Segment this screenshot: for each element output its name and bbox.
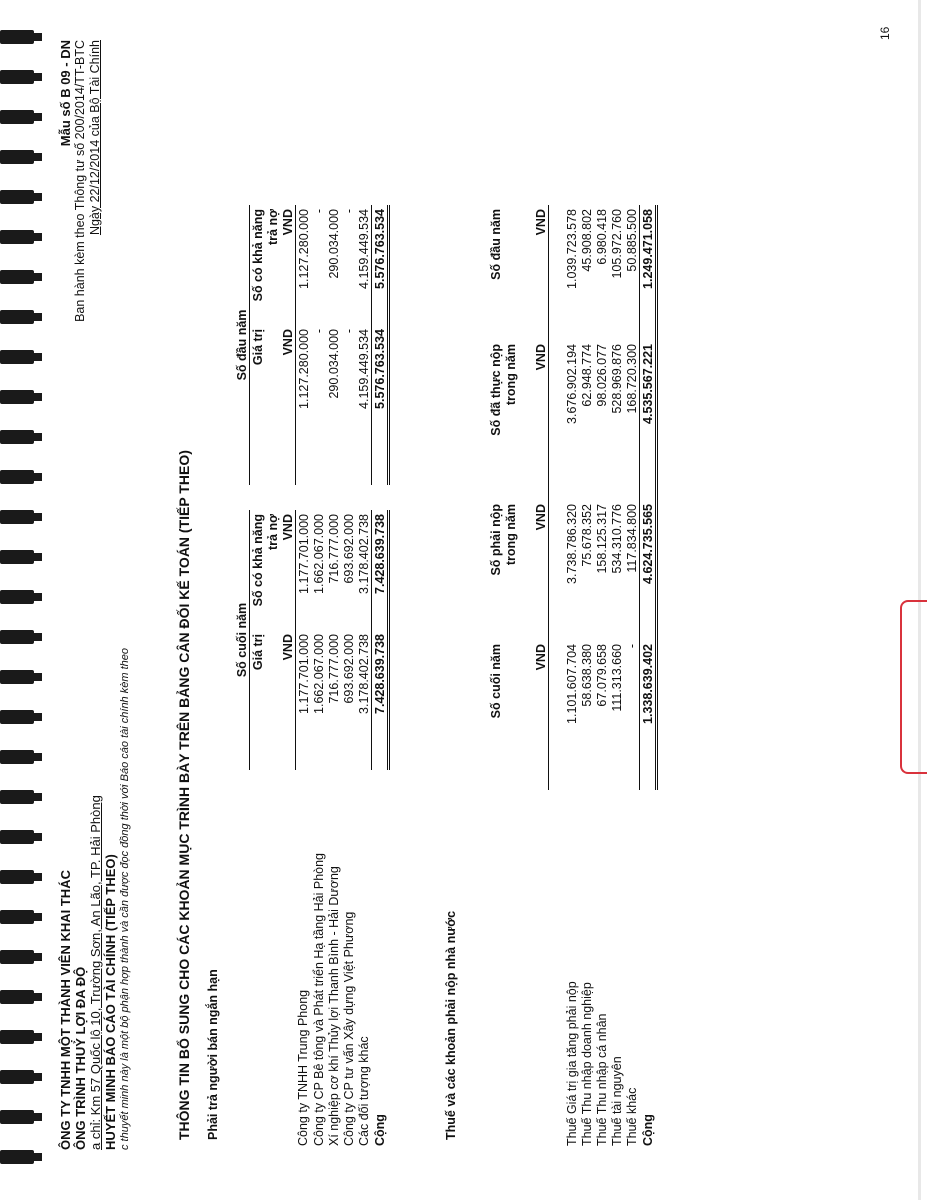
taxes-table	[488, 205, 658, 1150]
table-row	[311, 205, 326, 1150]
payables-table	[234, 205, 390, 1150]
cell-value: 1.127.280.000	[296, 329, 311, 409]
payables-section-title: Phải trả người bán ngắn hạn	[206, 969, 220, 1140]
table-row	[341, 205, 356, 1150]
col-begin-year: Số đầu năm	[488, 209, 503, 280]
total-label: Cộng	[641, 1114, 655, 1146]
row-name: Công ty CP Bê tông và Phát triển Hạ tầng Hải Phòng	[311, 852, 326, 1146]
cell-value: 693.692.000	[341, 514, 356, 584]
cell-value: 1.662.067.000	[311, 514, 326, 594]
main-title: THÔNG TIN BỔ SUNG CHO CÁC KHOẢN MỤC TRÌNH BÀY TRÊN BẢNG CÂN ĐỐI KẾ TOÁN (TIẾP THEO)	[176, 450, 192, 1140]
header-left	[58, 648, 133, 1150]
row-name: Thuế Thu nhập cá nhân	[594, 1013, 609, 1146]
form-code: Mẫu số B 09 - DN	[58, 40, 73, 147]
cell-value: 111.313.660	[609, 644, 624, 712]
unit: VND	[280, 510, 296, 630]
col-end-year: Số cuối năm	[488, 644, 503, 719]
total-value: 5.576.763.534	[372, 205, 389, 325]
cell-value: 67.079.658	[594, 644, 609, 707]
cell-value: 1.039.723.578	[564, 209, 579, 289]
table-row	[564, 205, 579, 1150]
unit: VND	[533, 640, 549, 790]
rotated-page	[58, 26, 908, 1150]
total-row	[372, 205, 389, 1150]
cell-value: 290.034.000	[326, 209, 341, 279]
report-title: HUYẾT MINH BÁO CÁO TÀI CHÍNH (TIẾP THEO)	[103, 854, 118, 1150]
total-value: 4.535.567.221	[640, 340, 657, 500]
col-ability: Số có khả năng	[250, 209, 265, 302]
cell-value: 693.692.000	[341, 634, 356, 704]
group-begin-year: Số đầu năm	[234, 205, 250, 485]
row-name: Thuế khác	[624, 1087, 639, 1146]
col-value: Giá trị	[250, 634, 265, 671]
total-row	[640, 205, 657, 1150]
total-value: 7.428.639.738	[372, 630, 389, 770]
row-name: Các đối tượng khác	[356, 1036, 371, 1146]
header-right	[58, 40, 103, 322]
table-row	[579, 205, 594, 1150]
total-value: 1.249.471.058	[640, 205, 657, 340]
cell-value: 58.638.380	[579, 644, 594, 707]
col-paid: Số đã thực nộp	[488, 344, 503, 436]
cell-value: 1.177.701.000	[296, 634, 311, 714]
unit: VND	[533, 205, 549, 340]
cell-value: 117.834.800	[624, 504, 639, 573]
table-row	[356, 205, 372, 1150]
cell-value: 1.177.701.000	[296, 514, 311, 594]
unit: VND	[533, 340, 549, 500]
cell-value: 98.026.077	[594, 344, 609, 407]
cell-value: 1.662.067.000	[311, 634, 326, 714]
spiral-binding	[0, 0, 44, 1200]
cell-value: 158.125.317	[594, 504, 609, 574]
cell-value: 105.972.760	[609, 209, 624, 279]
company-name-line2: ÔNG TRÌNH THUỶ LỢI ĐA ĐỘ	[73, 966, 88, 1150]
cell-value: 3.178.402.738	[356, 634, 371, 714]
circular-line: Ban hành kèm theo Thông tư số 200/2014/TT-BTC	[73, 40, 87, 322]
table-row	[594, 205, 609, 1150]
cell-value: 1.127.280.000	[296, 209, 311, 289]
unit: VND	[280, 325, 296, 485]
cell-value: 4.159.449.534	[356, 329, 371, 409]
cell-value: -	[311, 329, 326, 334]
page-number: 16	[878, 26, 892, 40]
cell-value: 716.777.000	[326, 634, 341, 704]
cell-value: 45.908.802	[579, 209, 594, 272]
col-ability-2: trả nợ	[265, 209, 280, 245]
unit: VND	[533, 500, 549, 640]
report-note: c thuyết minh này là một bộ phận hợp thành và cần được đọc đồng thời với Báo cáo tài chính kèm theo	[119, 648, 131, 1150]
cell-value: 528.969.876	[609, 344, 624, 414]
row-name: Công ty TNHH Trung Phong	[296, 989, 311, 1146]
cell-value: 716.777.000	[326, 514, 341, 584]
cell-value: -	[341, 209, 356, 214]
table-row	[609, 205, 624, 1150]
table-row	[624, 205, 640, 1150]
col-ability: Số có khả năng	[250, 514, 265, 607]
cell-value: 4.159.449.534	[356, 209, 371, 289]
company-address: a chỉ: Km 57 Quốc lộ 10, Trường Sơn, An Lão, TP. Hải Phòng	[88, 795, 103, 1150]
unit: VND	[280, 630, 296, 770]
col-ability-2: trả nợ	[265, 514, 280, 550]
total-value: 5.576.763.534	[372, 325, 389, 485]
row-name: Xí nghiệp cơ khí Thủy lợi Thanh Bình - Hải Dương	[326, 866, 341, 1146]
table-row	[296, 205, 312, 1150]
col-paid-2: trong năm	[503, 344, 518, 406]
total-value: 7.428.639.738	[372, 510, 389, 630]
cell-value: 3.676.902.194	[564, 344, 579, 424]
red-stamp	[900, 600, 927, 774]
cell-value: 290.034.000	[326, 329, 341, 399]
group-end-year: Số cuối năm	[234, 510, 250, 770]
row-name: Công ty CP tư vấn Xây dựng Việt Phương	[341, 911, 356, 1146]
cell-value: 6.980.418	[594, 209, 609, 265]
cell-value: 50.885.500	[624, 209, 639, 272]
cell-value: 3.178.402.738	[356, 514, 371, 594]
total-value: 4.624.735.565	[640, 500, 657, 640]
row-name: Thuế Thu nhập doanh nghiệp	[579, 982, 594, 1146]
cell-value: 168.720.300	[624, 344, 639, 414]
total-value: 1.338.639.402	[640, 640, 657, 790]
cell-value: -	[311, 209, 326, 214]
total-label: Cộng	[373, 1114, 387, 1146]
taxes-section-title: Thuế và các khoản phải nộp nhà nước	[444, 910, 458, 1140]
col-value: Giá trị	[250, 329, 265, 366]
row-name: Thuế Giá trị gia tăng phải nộp	[564, 981, 579, 1146]
unit: VND	[280, 205, 296, 325]
cell-value: 534.310.776	[609, 504, 624, 574]
cell-value: -	[624, 644, 639, 649]
date-line: Ngày 22/12/2014 của Bộ Tài Chính	[88, 40, 102, 236]
company-name-line1: ÔNG TY TNHH MỘT THÀNH VIÊN KHAI THÁC	[58, 870, 73, 1150]
cell-value: 62.948.774	[579, 344, 594, 407]
col-payable-2: trong năm	[503, 504, 518, 566]
row-name: Thuế tài nguyên	[609, 1056, 624, 1146]
col-payable: Số phải nộp	[488, 504, 503, 576]
table-row	[326, 205, 341, 1150]
cell-value: 3.738.786.320	[564, 504, 579, 584]
cell-value: -	[341, 329, 356, 334]
cell-value: 1.101.607.704	[564, 644, 579, 724]
cell-value: 75.678.352	[579, 504, 594, 567]
